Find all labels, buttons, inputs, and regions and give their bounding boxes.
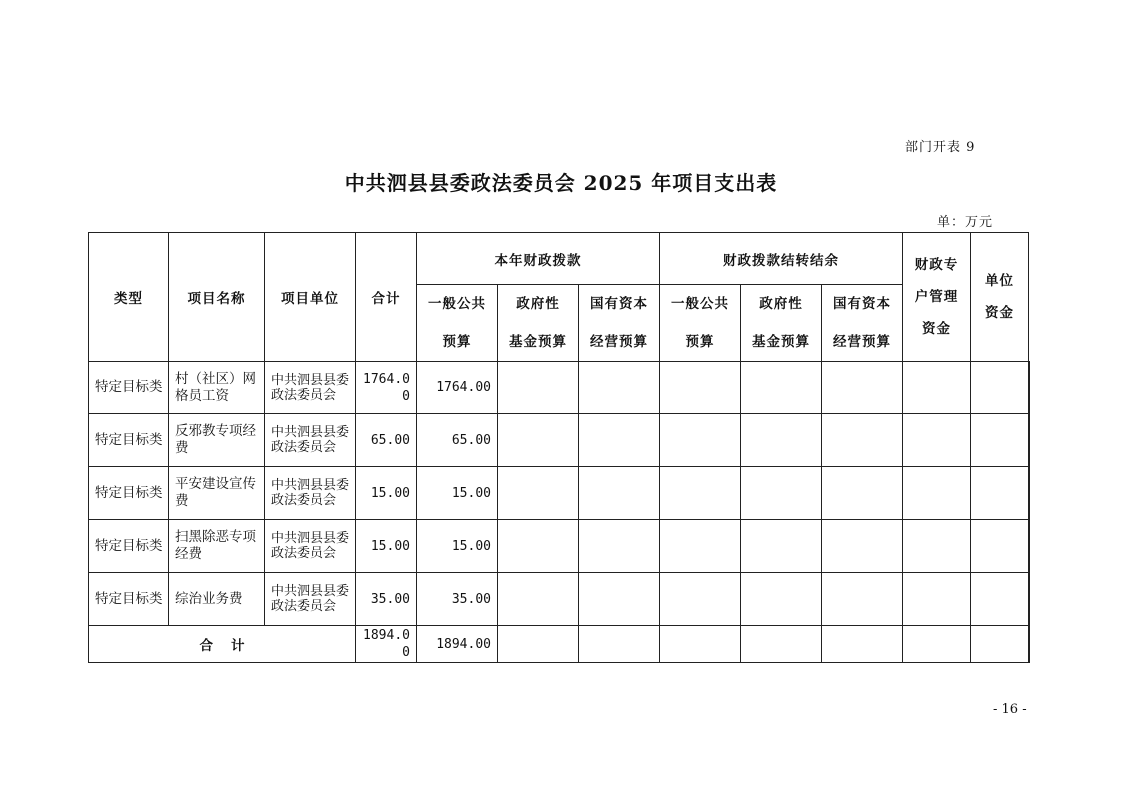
cell-empty xyxy=(741,467,822,520)
cell-empty xyxy=(1029,362,1030,414)
header-gov-fund xyxy=(498,285,579,362)
header-general-line1: 一般公共 xyxy=(428,296,486,312)
cell-empty xyxy=(498,467,579,520)
header-special-account-line1: 财政专 xyxy=(914,257,959,273)
cell-empty xyxy=(579,414,660,467)
cell-empty xyxy=(579,520,660,573)
total-label: 合计 xyxy=(89,626,356,663)
cell-empty xyxy=(1029,467,1030,520)
cell-empty xyxy=(498,362,579,414)
header-unit-funds-line2: 资金 xyxy=(985,305,1014,321)
cell-empty xyxy=(1029,573,1030,626)
header-unit-funds-line1: 单位 xyxy=(985,273,1014,289)
cell-empty xyxy=(971,573,1029,626)
cell-type: 特定目标类 xyxy=(89,573,169,626)
table-row xyxy=(89,573,1030,626)
table-row xyxy=(89,520,1030,573)
cell-project-name: 反邪教专项经费 xyxy=(169,414,265,467)
header-project-name: 项目名称 xyxy=(169,233,265,362)
cell-empty xyxy=(971,467,1029,520)
cell-empty xyxy=(903,520,971,573)
cell-empty xyxy=(741,414,822,467)
cell-empty xyxy=(822,414,903,467)
project-expenditure-table xyxy=(88,232,1030,663)
cell-empty xyxy=(822,520,903,573)
table-row xyxy=(89,414,1030,467)
cell-empty xyxy=(741,626,822,663)
cell-empty xyxy=(579,362,660,414)
total-amount: 1894.00 xyxy=(356,626,417,663)
cell-project-name: 村（社区）网格员工资 xyxy=(169,362,265,414)
cell-total: 1764.00 xyxy=(356,362,417,414)
cell-empty xyxy=(498,573,579,626)
cell-empty xyxy=(971,362,1029,414)
total-row xyxy=(89,626,1030,663)
cell-empty xyxy=(660,467,741,520)
header-type: 类型 xyxy=(89,233,169,362)
cell-empty xyxy=(903,362,971,414)
cell-type: 特定目标类 xyxy=(89,362,169,414)
cell-general-budget: 15.00 xyxy=(417,520,498,573)
cell-empty xyxy=(903,573,971,626)
cell-empty xyxy=(741,520,822,573)
cell-project-unit: 中共泗县县委政法委员会 xyxy=(265,414,356,467)
total-general-budget: 1894.00 xyxy=(417,626,498,663)
cell-empty xyxy=(741,573,822,626)
cell-project-name: 平安建设宣传费 xyxy=(169,467,265,520)
header-carry-gov-fund-line2: 基金预算 xyxy=(752,334,810,350)
header-state-capital xyxy=(579,285,660,362)
cell-empty xyxy=(660,626,741,663)
header-special-account-line2: 户管理 xyxy=(914,289,959,305)
cell-project-name: 综治业务费 xyxy=(169,573,265,626)
header-carry-state-capital-line2: 经营预算 xyxy=(833,334,891,350)
cell-empty xyxy=(1029,626,1030,663)
cell-empty xyxy=(971,414,1029,467)
header-unit-funds xyxy=(971,233,1029,362)
header-general-budget xyxy=(417,285,498,362)
cell-type: 特定目标类 xyxy=(89,414,169,467)
cell-empty xyxy=(822,573,903,626)
cell-empty xyxy=(1029,414,1030,467)
cell-empty xyxy=(903,467,971,520)
header-general-line2: 预算 xyxy=(442,334,472,350)
cell-empty xyxy=(971,520,1029,573)
cell-empty xyxy=(903,626,971,663)
form-number: 部门开表 9 xyxy=(905,140,976,155)
table-row xyxy=(89,362,1030,414)
header-carryover: 财政拨款结转结余 xyxy=(660,233,903,285)
header-gov-fund-line1: 政府性 xyxy=(516,296,560,312)
cell-type: 特定目标类 xyxy=(89,520,169,573)
cell-empty xyxy=(498,520,579,573)
header-carry-general xyxy=(660,285,741,362)
cell-project-unit: 中共泗县县委政法委员会 xyxy=(265,362,356,414)
cell-empty xyxy=(822,362,903,414)
cell-empty xyxy=(822,467,903,520)
cell-project-name: 扫黑除恶专项经费 xyxy=(169,520,265,573)
cell-general-budget: 1764.00 xyxy=(417,362,498,414)
header-carry-general-line2: 预算 xyxy=(685,334,715,350)
header-gov-fund-line2: 基金预算 xyxy=(509,334,567,350)
cell-project-unit: 中共泗县县委政法委员会 xyxy=(265,467,356,520)
cell-empty xyxy=(579,467,660,520)
cell-total: 35.00 xyxy=(356,573,417,626)
cell-empty xyxy=(660,520,741,573)
header-carry-gov-fund-line1: 政府性 xyxy=(759,296,803,312)
cell-empty xyxy=(660,573,741,626)
header-carry-state-capital xyxy=(822,285,903,362)
cell-total: 15.00 xyxy=(356,467,417,520)
cell-general-budget: 65.00 xyxy=(417,414,498,467)
cell-project-unit: 中共泗县县委政法委员会 xyxy=(265,573,356,626)
cell-empty xyxy=(498,626,579,663)
header-special-account xyxy=(903,233,971,362)
cell-type: 特定目标类 xyxy=(89,467,169,520)
cell-empty xyxy=(579,573,660,626)
cell-empty xyxy=(822,626,903,663)
page-number: - 16 - xyxy=(993,702,1027,717)
unit-label: 单：万元 xyxy=(937,215,994,230)
cell-total: 65.00 xyxy=(356,414,417,467)
header-state-capital-line2: 经营预算 xyxy=(590,334,648,350)
cell-total: 15.00 xyxy=(356,520,417,573)
table-row xyxy=(89,467,1030,520)
cell-empty xyxy=(741,362,822,414)
cell-empty xyxy=(660,414,741,467)
page-title: 中共泗县县委政法委员会 2025 年项目支出表 xyxy=(344,171,778,195)
header-carry-gov-fund xyxy=(741,285,822,362)
cell-empty xyxy=(1029,520,1030,573)
cell-general-budget: 15.00 xyxy=(417,467,498,520)
cell-project-unit: 中共泗县县委政法委员会 xyxy=(265,520,356,573)
header-row-top xyxy=(89,233,1030,285)
cell-empty xyxy=(971,626,1029,663)
header-current-year: 本年财政拨款 xyxy=(417,233,660,285)
cell-empty xyxy=(498,414,579,467)
cell-general-budget: 35.00 xyxy=(417,573,498,626)
cell-empty xyxy=(660,362,741,414)
header-total: 合计 xyxy=(356,233,417,362)
header-carry-state-capital-line1: 国有资本 xyxy=(833,296,891,312)
cell-empty xyxy=(903,414,971,467)
header-special-account-line3: 资金 xyxy=(922,321,951,337)
header-carry-general-line1: 一般公共 xyxy=(671,296,729,312)
header-state-capital-line1: 国有资本 xyxy=(590,296,648,312)
header-project-unit: 项目单位 xyxy=(265,233,356,362)
cell-empty xyxy=(579,626,660,663)
